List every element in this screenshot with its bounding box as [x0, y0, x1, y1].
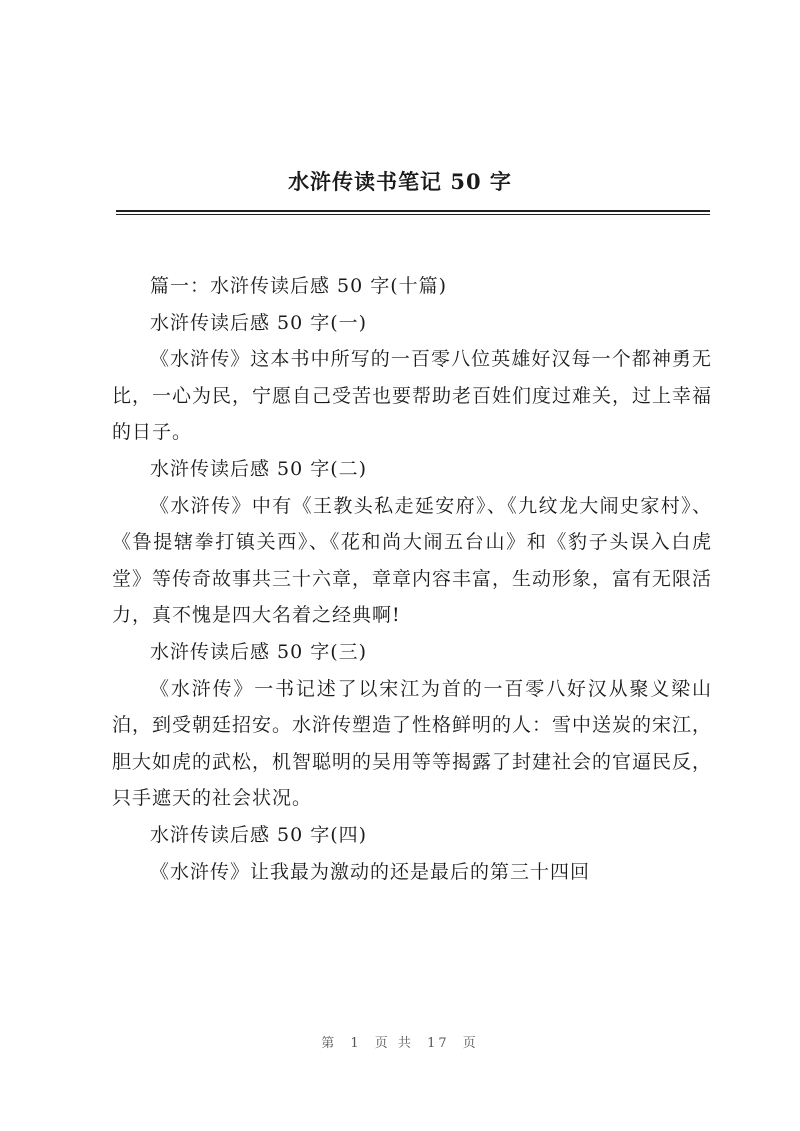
section-heading: 篇一：水浒传读后感 50 字(十篇): [150, 275, 448, 297]
section-heading: 水浒传读后感 50 字(一): [150, 311, 368, 334]
page-title: 水浒传读书笔记 50 字: [288, 169, 512, 194]
footer-suffix: 页: [462, 1036, 479, 1051]
body-paragraph: 《水浒传》中有《王教头私走延安府》、《九纹龙大闹史家村》、《鲁提辖拳打镇关西》、《花和尚大闹五台山》和《豹子头误入白虎堂》等传奇故事共三十六章，章章内容丰富，生动形象，富有无限活力，真不愧是四大名着之经典啊!: [112, 494, 713, 627]
body-paragraph: 《水浒传》这本书中所写的一百零八位英雄好汉每一个都神勇无比，一心为民，宁愿自己受苦也要帮助老百姓们度过难关，过上幸福的日子。: [112, 348, 713, 444]
title-rule-thin: [116, 214, 710, 215]
section-heading: 水浒传读后感 50 字(二): [150, 457, 368, 480]
body-paragraph: 《水浒传》让我最为激动的还是最后的第三十四回: [150, 860, 591, 883]
section-heading: 水浒传读后感 50 字(三): [150, 640, 368, 663]
body-paragraph: 《水浒传》一书记述了以宋江为首的一百零八好汉从聚义梁山泊，到受朝廷招安。水浒传塑造了性格鲜明的人：雪中送炭的宋江，胆大如虎的武松，机智聪明的吴用等等揭露了封建社会的官逼民反，只手遮天的社会状况。: [112, 677, 713, 810]
current-page-number: 1: [350, 1036, 362, 1051]
page-footer: [0, 1032, 800, 1051]
section-heading: 水浒传读后感 50 字(四): [150, 823, 368, 846]
document-body: [112, 268, 712, 890]
footer-prefix: 第: [321, 1036, 338, 1051]
title-rule-thick: [116, 210, 710, 212]
total-pages-number: 17: [427, 1036, 450, 1051]
footer-middle: 页 共: [374, 1036, 414, 1051]
